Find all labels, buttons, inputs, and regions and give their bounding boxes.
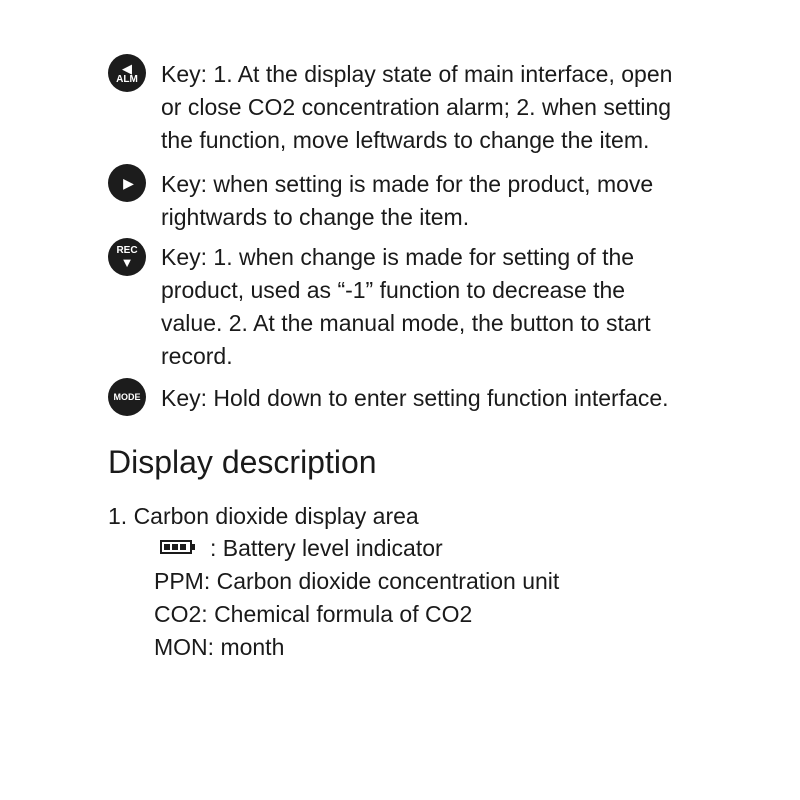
- alm-left-key-icon: ◀ ALM: [108, 54, 146, 92]
- key-description: Key: when setting is made for the product, move rightwards to change the item.: [161, 171, 654, 230]
- key-description: Key: 1. At the display state of main interface, open or close CO2 concentration alarm; 2. when setting the function, move leftwards to change the item.: [161, 61, 673, 153]
- key-description: Key: Hold down to enter setting function interface.: [161, 385, 669, 411]
- item-title: 1. Carbon dioxide display area: [108, 503, 419, 529]
- mon-description: MON: month: [154, 634, 285, 660]
- battery-description: : Battery level indicator: [210, 535, 443, 561]
- co2-description: CO2: Chemical formula of CO2: [154, 601, 473, 627]
- key-description: Key: 1. when change is made for setting of the product, used as “-1” function to decrease the value. 2. At the manual mode, the button to start record.: [161, 244, 651, 369]
- section-title: Display description: [108, 444, 377, 480]
- battery-icon: [160, 539, 196, 555]
- right-key-icon: ▶: [108, 164, 146, 202]
- rec-down-key-icon: REC ▼: [108, 238, 146, 276]
- mode-key-icon: MODE: [108, 378, 146, 416]
- ppm-description: PPM: Carbon dioxide concentration unit: [154, 568, 560, 594]
